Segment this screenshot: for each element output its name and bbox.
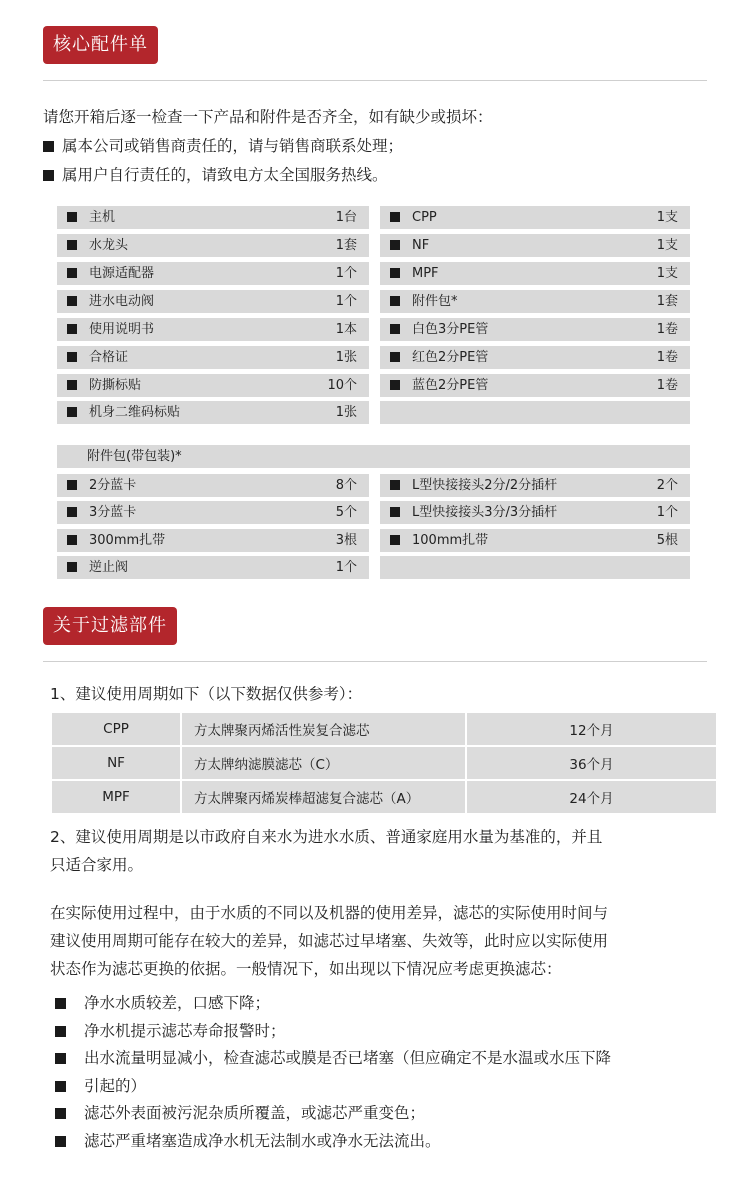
divider bbox=[43, 80, 707, 81]
accessory-row bbox=[380, 529, 690, 552]
part-qty: 1张 bbox=[335, 405, 357, 420]
filter-desc: 方太牌纳滤膜滤芯（C） bbox=[181, 746, 466, 780]
square-bullet-icon bbox=[67, 352, 77, 362]
replacement-conditions-list bbox=[55, 990, 611, 1155]
part-name: 电源适配器 bbox=[89, 266, 155, 281]
square-bullet-icon bbox=[43, 170, 54, 181]
part-row bbox=[57, 318, 369, 341]
part-qty: 10个 bbox=[327, 378, 357, 393]
part-qty: 1支 bbox=[656, 238, 678, 253]
square-bullet-icon bbox=[55, 1081, 66, 1092]
list-item bbox=[55, 1128, 611, 1156]
usage-basis-line-2: 只适合家用。 bbox=[50, 856, 144, 874]
square-bullet-icon bbox=[67, 324, 77, 334]
list-item-text: 净水水质较差，口感下降； bbox=[84, 994, 271, 1012]
part-qty: 5根 bbox=[656, 533, 678, 548]
note-text: 属用户自行责任的，请致电方太全国服务热线。 bbox=[62, 166, 388, 184]
part-name: 主机 bbox=[89, 210, 116, 225]
accessory-row bbox=[380, 474, 690, 497]
square-bullet-icon bbox=[67, 296, 77, 306]
part-name: 进水电动阀 bbox=[89, 294, 155, 309]
divider bbox=[43, 661, 707, 662]
part-qty: 1个 bbox=[656, 505, 678, 520]
part-row bbox=[380, 374, 690, 397]
part-name: 合格证 bbox=[89, 350, 129, 365]
note-2 bbox=[43, 163, 713, 187]
replacement-para-line-3: 状态作为滤芯更换的依据。一般情况下，如出现以下情况应考虑更换滤芯： bbox=[50, 960, 562, 978]
part-qty: 5个 bbox=[335, 505, 357, 520]
square-bullet-icon bbox=[390, 535, 400, 545]
part-name: 3分蓝卡 bbox=[89, 505, 137, 520]
part-row bbox=[57, 290, 369, 313]
square-bullet-icon bbox=[55, 1053, 66, 1064]
part-name: 防撕标贴 bbox=[89, 378, 142, 393]
square-bullet-icon bbox=[55, 1108, 66, 1119]
list-item-text: 引起的） bbox=[84, 1076, 147, 1095]
square-bullet-icon bbox=[55, 998, 66, 1009]
part-row bbox=[380, 346, 690, 369]
part-name: NF bbox=[412, 238, 430, 253]
part-qty: 2个 bbox=[656, 478, 678, 493]
square-bullet-icon bbox=[390, 268, 400, 278]
filter-period: 24个月 bbox=[466, 780, 717, 814]
accessory-row bbox=[57, 474, 369, 497]
empty-cell bbox=[380, 556, 690, 579]
part-row bbox=[380, 290, 690, 313]
accessory-row bbox=[57, 501, 369, 524]
part-row bbox=[57, 374, 369, 397]
square-bullet-icon bbox=[67, 535, 77, 545]
square-bullet-icon bbox=[67, 212, 77, 222]
list-item bbox=[55, 1073, 611, 1101]
square-bullet-icon bbox=[67, 240, 77, 250]
filter-period: 12个月 bbox=[466, 712, 717, 746]
list-item-text: 滤芯外表面被污泥杂质所覆盖，或滤芯严重变色； bbox=[84, 1104, 426, 1122]
filter-code: NF bbox=[51, 746, 181, 780]
part-name: 白色3分PE管 bbox=[412, 322, 489, 337]
intro-text: 请您开箱后逐一检查一下产品和附件是否齐全，如有缺少或损坏： bbox=[43, 108, 493, 126]
empty-cell bbox=[380, 401, 690, 424]
part-name: CPP bbox=[412, 210, 437, 225]
part-qty: 1套 bbox=[335, 238, 357, 253]
square-bullet-icon bbox=[55, 1136, 66, 1147]
part-row bbox=[380, 262, 690, 285]
square-bullet-icon bbox=[390, 212, 400, 222]
part-name: MPF bbox=[412, 266, 439, 281]
square-bullet-icon bbox=[55, 1026, 66, 1037]
square-bullet-icon bbox=[390, 240, 400, 250]
part-qty: 1张 bbox=[335, 350, 357, 365]
part-name: 2分蓝卡 bbox=[89, 478, 137, 493]
part-name: 机身二维码标贴 bbox=[89, 405, 181, 420]
part-qty: 8个 bbox=[335, 478, 357, 493]
filter-life-table bbox=[50, 711, 718, 815]
part-name: 300mm扎带 bbox=[89, 533, 166, 548]
replacement-para-line-1: 在实际使用过程中，由于水质的不同以及机器的使用差异，滤芯的实际使用时间与 bbox=[50, 904, 609, 922]
part-name: 蓝色2分PE管 bbox=[412, 378, 489, 393]
square-bullet-icon bbox=[390, 324, 400, 334]
part-name: 100mm扎带 bbox=[412, 533, 489, 548]
part-name: 附件包* bbox=[412, 294, 458, 309]
accessory-pack-title: 附件包(带包装)* bbox=[57, 445, 690, 468]
square-bullet-icon bbox=[67, 507, 77, 517]
note-1 bbox=[43, 134, 713, 158]
accessory-row bbox=[57, 529, 369, 552]
note-text: 属本公司或销售商责任的，请与销售商联系处理； bbox=[62, 137, 404, 155]
square-bullet-icon bbox=[390, 352, 400, 362]
part-qty: 1卷 bbox=[656, 350, 678, 365]
part-name: 水龙头 bbox=[89, 238, 129, 253]
square-bullet-icon bbox=[67, 380, 77, 390]
part-qty: 1台 bbox=[335, 210, 357, 225]
square-bullet-icon bbox=[67, 480, 77, 490]
list-item bbox=[55, 1018, 611, 1046]
part-qty: 1卷 bbox=[656, 322, 678, 337]
list-item bbox=[55, 990, 611, 1018]
filter-desc: 方太牌聚丙烯活性炭复合滤芯 bbox=[181, 712, 466, 746]
part-row bbox=[57, 401, 369, 424]
part-qty: 1卷 bbox=[656, 378, 678, 393]
accessory-row bbox=[380, 501, 690, 524]
table-row bbox=[51, 712, 717, 746]
square-bullet-icon bbox=[67, 562, 77, 572]
section-tag-core-parts: 核心配件单 bbox=[43, 26, 158, 64]
square-bullet-icon bbox=[43, 141, 54, 152]
square-bullet-icon bbox=[390, 507, 400, 517]
list-item-text: 出水流量明显减小，检查滤芯或膜是否已堵塞（但应确定不是水温或水压下降 bbox=[84, 1049, 612, 1067]
part-qty: 3根 bbox=[335, 533, 357, 548]
square-bullet-icon bbox=[390, 480, 400, 490]
filter-code: MPF bbox=[51, 780, 181, 814]
part-qty: 1个 bbox=[335, 266, 357, 281]
part-row bbox=[380, 234, 690, 257]
part-qty: 1个 bbox=[335, 560, 357, 575]
part-row bbox=[380, 318, 690, 341]
part-qty: 1支 bbox=[656, 210, 678, 225]
part-qty: 1支 bbox=[656, 266, 678, 281]
part-row bbox=[57, 206, 369, 229]
part-name: 红色2分PE管 bbox=[412, 350, 489, 365]
table-row bbox=[51, 780, 717, 814]
accessory-row bbox=[57, 556, 369, 579]
part-qty: 1套 bbox=[656, 294, 678, 309]
part-row bbox=[57, 262, 369, 285]
section-tag-filter-parts: 关于过滤部件 bbox=[43, 607, 177, 645]
list-item bbox=[55, 1045, 611, 1073]
square-bullet-icon bbox=[390, 296, 400, 306]
replacement-para-line-2: 建议使用周期可能存在较大的差异，如滤芯过早堵塞、失效等，此时应以实际使用 bbox=[50, 932, 609, 950]
usage-period-heading: 1、建议使用周期如下（以下数据仅供参考）： bbox=[50, 685, 363, 703]
part-name: L型快接接头2分/2分插杆 bbox=[412, 478, 558, 493]
part-row bbox=[380, 206, 690, 229]
part-name: L型快接接头3分/3分插杆 bbox=[412, 505, 558, 520]
filter-desc: 方太牌聚丙烯炭棒超滤复合滤芯（A） bbox=[181, 780, 466, 814]
usage-basis-line-1: 2、建议使用周期是以市政府自来水为进水水质、普通家庭用水量为基准的，并且 bbox=[50, 828, 603, 846]
part-qty: 1个 bbox=[335, 294, 357, 309]
list-item bbox=[55, 1100, 611, 1128]
list-item-text: 滤芯严重堵塞造成净水机无法制水或净水无法流出。 bbox=[84, 1131, 441, 1150]
table-row bbox=[51, 746, 717, 780]
square-bullet-icon bbox=[67, 268, 77, 278]
part-name: 逆止阀 bbox=[89, 560, 129, 575]
filter-code: CPP bbox=[51, 712, 181, 746]
list-item-text: 净水机提示滤芯寿命报警时； bbox=[84, 1021, 286, 1040]
square-bullet-icon bbox=[390, 380, 400, 390]
part-name: 使用说明书 bbox=[89, 322, 155, 337]
part-row bbox=[57, 346, 369, 369]
part-row bbox=[57, 234, 369, 257]
square-bullet-icon bbox=[67, 407, 77, 417]
filter-period: 36个月 bbox=[466, 746, 717, 780]
part-qty: 1本 bbox=[335, 322, 357, 337]
